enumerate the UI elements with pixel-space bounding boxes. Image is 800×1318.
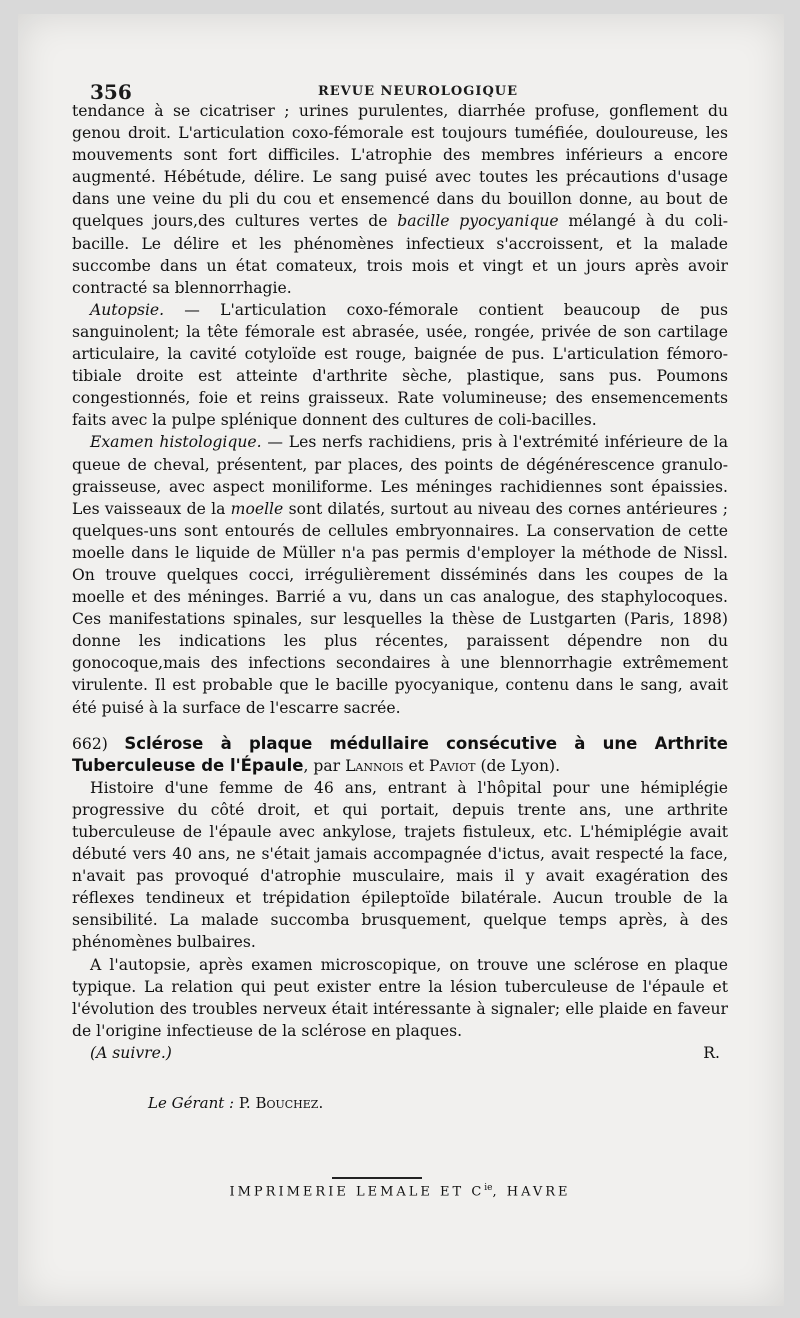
printer-imprint: IMPRIMERIE LEMALE ET $C^{ie}$, HAVRE [229, 1183, 571, 1200]
article-title-text: Sclérose à plaque médullaire consécutive à une Arthrite Tuberculeuse de l'Épaule [72, 733, 728, 775]
article-number: 662) [72, 734, 108, 753]
article-title: 662) Sclérose à plaque médullaire consécutive à une Arthrite Tuberculeuse de l'Épaule, par Lannois et Paviot (de Lyon). [72, 733, 728, 775]
paragraph-autopsie: Autopsie. — L'articulation coxo-fémorale contient beaucoup de pus sanguinolent; la tête fémorale est abrasée, usée, rongée, privée de son cartilage articulaire, la cavité cotyloïde est rouge, baignée de pus. L'articulation fémoro-tibiale droite est atteinte d'arthrite sèche, plastique, sans pus. Poumons congestionnés, foie et reins graisseux. Rate volumineuse; des ensemencements faits avec la pulpe splénique donnent des cultures de coli-bacilles. [72, 300, 728, 430]
page-number: 356 [90, 80, 132, 104]
article-body [72, 100, 728, 1064]
author: Lannois [345, 756, 404, 775]
suivre-note: (A suivre.) [90, 1043, 172, 1062]
paragraph-examen: Examen histologique. — Les nerfs rachidiens, pris à l'extrémité inférieure de la queue de cheval, présentent, par places, des points de dégénérescence granulo-graisseuse, avec aspect moniliforme. Les méninges rachidiennes sont épaissies. Les vaisseaux de la moelle sont dilatés, surtout au niveau des cornes antérieures ; quelques-uns sont entourés de cellules embryonnaires. La conservation de cette moelle dans le liquide de Müller n'a pas permis d'employer la méthode de Nissl. On trouve quelques cocci, irrégulièrement disséminés dans les coupes de la moelle et des méninges. Barrié a vu, dans un cas analogue, des staphylocoques. Ces manifestations spinales, sur lesquelles la thèse de Lustgarten (Paris, 1898) donne les indications les plus récentes, paraissent dépendre non du gonocoque,mais des infections secondaires à une blennorrhagie extrêmement virulente. Il est probable que le bacille pyocyanique, contenu dans le sang, avait été puisé à la surface de l'escarre sacrée. [72, 433, 729, 717]
continuation-line [72, 1042, 728, 1064]
divider [332, 1177, 422, 1179]
paragraph: Histoire d'une femme de 46 ans, entrant à l'hôpital pour une hémiplégie progressive du côté droit, et qui portait, depuis trente ans, une arthrite tuberculeuse de l'épaule avec ankylose, trajets fistuleux, etc. L'hémiplégie avait débuté vers 40 ans, ne s'était jamais accompagnée d'ictus, avait respecté la face, n'avait pas provoqué d'atrophie musculaire, mais il y avait exagération des réflexes tendineux et trépidation épileptoïde bilatérale. Aucun trouble de la sensibilité. La malade succomba brusquement, quelque temps après, à des phénomènes bulbaires. [72, 778, 728, 952]
paragraph: tendance à se cicatriser ; urines purulentes, diarrhée profuse, gonflement du genou droit. L'articulation coxo-fémorale est toujours tuméfiée, douloureuse, les mouvements sont fort difficiles. L'atrophie des membres inférieurs a encore augmenté. Hébétude, délire. Le sang puisé avec toutes les précautions d'usage dans une veine du pli du cou et ensemencé dans du bouillon donne, au bout de quelques jours,des cultures vertes de bacille pyocyanique mélangé à du coli-bacille. Le délire et les phénomènes infectieux s'accroissent, et la malade succombe dans un état comateux, trois mois et vingt et un jours après avoir contracté sa blennorrhagie. [72, 102, 728, 297]
paragraph: A l'autopsie, après examen microscopique, on trouve une sclérose en plaque typique. La relation qui peut exister entre la lésion tuberculeuse de l'épaule et l'évolution des troubles nerveux était intéressante à signaler; elle plaide en faveur de l'origine infectieuse de la sclérose en plaques. [72, 955, 728, 1040]
author: Paviot [428, 756, 476, 775]
reviewer-initial: R. [703, 1043, 720, 1062]
gerant-line: Le Gérant : P. Bouchez. [148, 1094, 324, 1112]
running-title: REVUE NEUROLOGIQUE [317, 84, 519, 99]
